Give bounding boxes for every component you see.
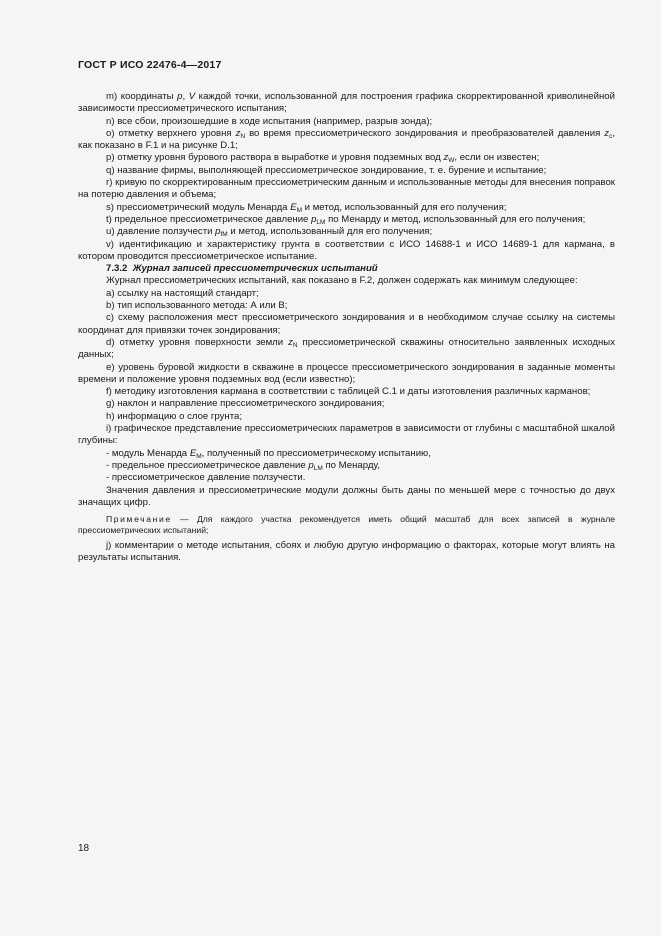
item-s: s) прессиометрический модуль Менарда $E_M$ и метод, использованный для его получения;	[106, 201, 507, 214]
item-o: o) отметку верхнего уровня $z_N$ во время прессиометрического зондирования и преобразователей давления $z_c$, как показано в F.1 и на рисунке D.1;	[78, 127, 615, 152]
note-paragraph: Примечание — Для каждого участка рекомендуется иметь общий масштаб для всех записей в журнале прессиометрических испытаний;	[78, 514, 615, 536]
item-f: f) методику изготовления кармана в соответствии с таблицей С.1 и даты изготовления различных карманов;	[106, 386, 591, 398]
item-c: c) схему расположения мест прессиометрического зондирования и в необходимом случае ссылку на системы координат для привязки точек зондирования;	[78, 312, 615, 336]
item-h: h) информацию о слое грунта;	[106, 410, 243, 422]
dash-item-limit-pressure: - предельное прессиометрическое давление $p_{LM}$ по Менарду,	[106, 459, 380, 472]
item-d: d) отметку уровня поверхности земли $z_N$ прессиометрической скважины относительно заявленных исходных данных;	[78, 336, 615, 361]
dash-item-creep-pressure: - прессиометрическое давление ползучести.	[106, 472, 306, 484]
item-m: m) координаты p, V каждой точки, использованной для построения графика скорректированной криволинейной зависимости прессиометрического испытания;	[78, 91, 615, 115]
item-q: q) название фирмы, выполняющей прессиометрическое зондирование, т. е. бурение и испытание;	[106, 164, 547, 176]
item-t: t) предельное прессиометрическое давление $p_{LM}$ по Менарду и метод, использованный для его получения;	[106, 213, 586, 226]
item-v: v) идентификацию и характеристику грунта в соответствии с ИСО 14688-1 и ИСО 14689-1 для кармана, в котором проводится прессиометрическое испытание.	[78, 238, 615, 262]
item-i: i) графическое представление прессиометрических параметров в зависимости от глубины с масштабной шкалой глубины:	[78, 423, 615, 447]
document-body	[78, 91, 615, 565]
note-label: Примечание	[106, 514, 172, 525]
item-b: b) тип использованного метода: А или В;	[106, 300, 288, 312]
page-number: 18	[78, 843, 90, 854]
section-heading: 7.3.2 Журнал записей прессиометрических испытаний	[106, 263, 378, 275]
item-a: a) ссылку на настоящий стандарт;	[106, 287, 259, 299]
item-e: e) уровень буровой жидкости в скважине в процессе прессиометрического зондирования в заданные моменты времени и положение уровня подземных вод (если известно);	[78, 361, 615, 385]
item-j: j) комментарии о методе испытания, сбоях и любую другую информацию о факторах, которые могут влиять на результаты испытания.	[78, 540, 615, 564]
item-r: r) кривую по скорректированным прессиометрическим данным и использованные методы для внесения поправок на потерю давления и объема;	[78, 177, 615, 201]
item-p: p) отметку уровня бурового раствора в выработке и уровня подземных вод $z_W$, если он известен;	[106, 152, 540, 165]
item-n: n) все сбои, произошедшие в ходе испытания (например, разрыв зонда);	[106, 115, 433, 127]
document-header: ГОСТ Р ИСО 22476-4—2017	[78, 59, 222, 71]
item-g: g) наклон и направление прессиометрического зондирования;	[106, 398, 385, 410]
section-intro: Журнал прессиометрических испытаний, как показано в F.2, должен содержать как минимум следующее:	[106, 275, 578, 287]
dash-item-modulus: - модуль Менарда $E_M$, полученный по прессиометрическому испытанию,	[106, 447, 431, 460]
values-paragraph: Значения давления и прессиометрические модули должны быть даны по меньшей мере с точностью до двух значащих цифр.	[78, 484, 615, 508]
item-u: u) давление ползучести $p_{fM}$ и метод, использованный для его получения;	[106, 226, 433, 239]
